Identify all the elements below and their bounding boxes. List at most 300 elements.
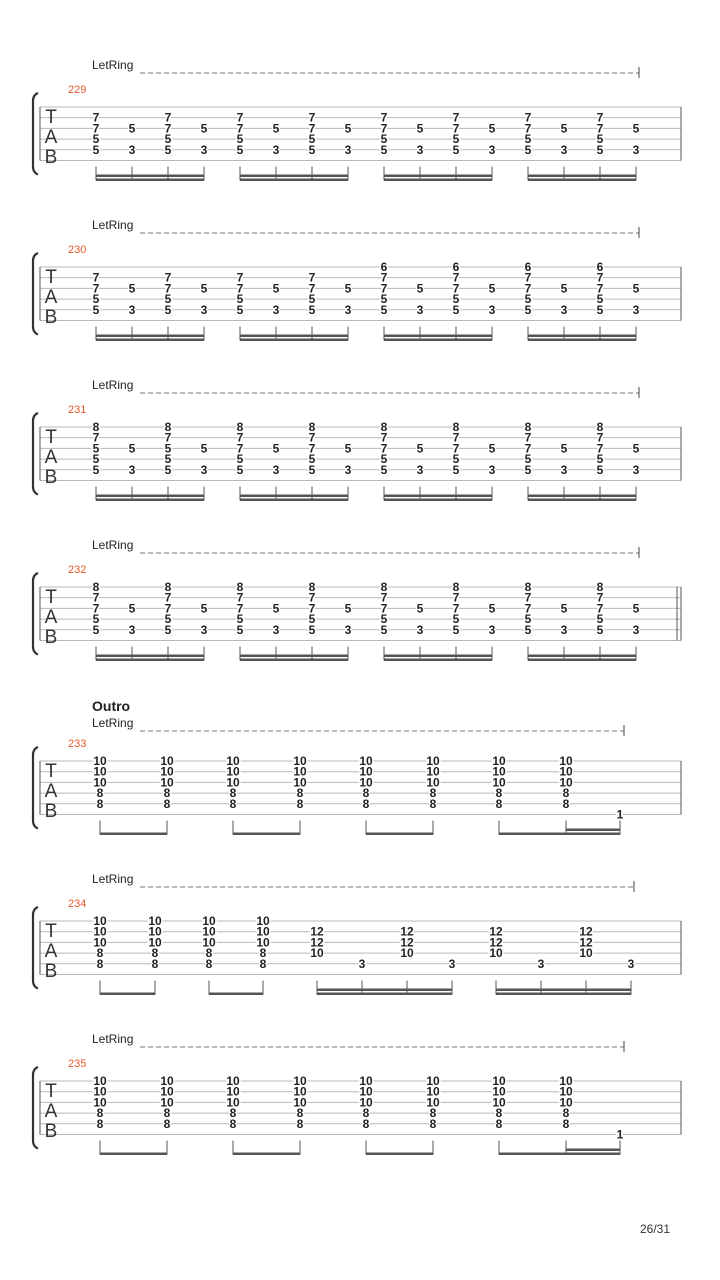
tab-clef-letter: B bbox=[44, 467, 58, 488]
beat bbox=[309, 271, 316, 317]
staff-system-231 bbox=[33, 378, 681, 501]
section-heading: Outro bbox=[92, 698, 131, 714]
beat bbox=[525, 580, 532, 637]
fret-number: 5 bbox=[92, 132, 100, 147]
note-beam bbox=[96, 655, 204, 658]
fret-number: 7 bbox=[380, 281, 388, 296]
fret-number: 5 bbox=[596, 452, 604, 467]
tab-clef-letter: T bbox=[45, 1081, 57, 1102]
beat bbox=[93, 111, 100, 157]
fret-number: 5 bbox=[164, 441, 172, 456]
fret-number: 5 bbox=[560, 441, 568, 456]
fret-number: 5 bbox=[308, 452, 316, 467]
beat bbox=[93, 580, 100, 637]
note-beam bbox=[96, 179, 204, 182]
fret-number: 7 bbox=[596, 590, 604, 605]
fret-number: 8 bbox=[429, 1106, 437, 1121]
measure-number: 235 bbox=[68, 1058, 87, 1070]
note-beam bbox=[209, 993, 263, 996]
fret-number: 8 bbox=[164, 580, 172, 594]
fret-number: 3 bbox=[200, 302, 208, 317]
beat bbox=[148, 914, 162, 971]
fret-number: 5 bbox=[128, 121, 136, 136]
beat bbox=[93, 420, 100, 477]
beat bbox=[525, 420, 532, 477]
fret-number: 8 bbox=[163, 1116, 171, 1131]
measure-number: 230 bbox=[68, 244, 87, 256]
beat bbox=[453, 260, 460, 317]
fret-number: 8 bbox=[296, 1106, 304, 1121]
staff-system-234 bbox=[33, 872, 681, 995]
beat bbox=[309, 111, 316, 157]
fret-number: 10 bbox=[256, 935, 270, 950]
fret-number: 8 bbox=[524, 420, 532, 434]
fret-number: 7 bbox=[164, 590, 172, 605]
fret-number: 3 bbox=[416, 462, 424, 477]
fret-number: 5 bbox=[560, 281, 568, 296]
fret-number: 8 bbox=[151, 956, 159, 971]
fret-number: 7 bbox=[452, 281, 460, 296]
fret-number: 8 bbox=[429, 1116, 437, 1131]
fret-number: 10 bbox=[492, 1074, 506, 1088]
fret-number: 5 bbox=[344, 281, 352, 296]
fret-number: 3 bbox=[488, 302, 496, 317]
fret-number: 7 bbox=[380, 441, 388, 456]
fret-number: 5 bbox=[344, 601, 352, 616]
fret-number: 3 bbox=[416, 142, 424, 157]
fret-number: 10 bbox=[93, 754, 107, 768]
measure-number: 233 bbox=[68, 738, 87, 750]
fret-number: 6 bbox=[596, 260, 604, 274]
fret-number: 5 bbox=[272, 121, 280, 136]
fret-number: 8 bbox=[596, 580, 604, 594]
beat bbox=[381, 260, 388, 317]
fret-number: 7 bbox=[452, 430, 460, 445]
fret-number: 5 bbox=[272, 601, 280, 616]
fret-number: 7 bbox=[524, 281, 532, 296]
fret-number: 3 bbox=[560, 302, 568, 317]
beat bbox=[449, 957, 456, 971]
tab-clef-letter: A bbox=[44, 287, 58, 308]
fret-number: 8 bbox=[163, 1106, 171, 1121]
fret-number: 8 bbox=[562, 786, 570, 801]
tab-clef-letter: B bbox=[44, 961, 58, 982]
tab-clef-letter: B bbox=[44, 147, 58, 168]
fret-number: 5 bbox=[236, 302, 244, 317]
fret-number: 8 bbox=[380, 420, 388, 434]
fret-number: 7 bbox=[92, 110, 100, 125]
fret-number: 5 bbox=[596, 462, 604, 477]
fret-number: 10 bbox=[148, 935, 162, 950]
fret-number: 10 bbox=[93, 914, 107, 928]
fret-number: 10 bbox=[226, 754, 240, 768]
fret-number: 10 bbox=[359, 754, 373, 768]
beat bbox=[492, 754, 506, 811]
note-beam bbox=[96, 659, 204, 662]
measure-number: 229 bbox=[68, 84, 87, 96]
fret-number: 7 bbox=[452, 110, 460, 125]
tab-clef-letter: A bbox=[44, 941, 58, 962]
beat bbox=[453, 420, 460, 477]
fret-number: 8 bbox=[562, 796, 570, 811]
fret-number: 8 bbox=[429, 796, 437, 811]
fret-number: 1 bbox=[616, 807, 624, 822]
note-beam bbox=[384, 495, 492, 498]
note-beam bbox=[499, 833, 620, 836]
note-beam bbox=[496, 989, 631, 992]
fret-number: 5 bbox=[524, 462, 532, 477]
fret-number: 5 bbox=[236, 132, 244, 147]
fret-number: 3 bbox=[416, 622, 424, 637]
fret-number: 8 bbox=[259, 956, 267, 971]
tab-clef-letter: T bbox=[45, 427, 57, 448]
fret-number: 5 bbox=[632, 441, 640, 456]
fret-number: 5 bbox=[452, 292, 460, 307]
fret-number: 5 bbox=[236, 462, 244, 477]
staff-system-232 bbox=[33, 538, 681, 661]
fret-number: 5 bbox=[272, 281, 280, 296]
fret-number: 5 bbox=[200, 441, 208, 456]
fret-number: 10 bbox=[160, 754, 174, 768]
tab-clef-letter: B bbox=[44, 1121, 58, 1142]
fret-number: 3 bbox=[344, 302, 352, 317]
fret-number: 10 bbox=[256, 914, 270, 928]
tab-clef-letter: B bbox=[44, 801, 58, 822]
fret-number: 7 bbox=[164, 270, 172, 285]
tab-clef-letter: T bbox=[45, 921, 57, 942]
beat bbox=[538, 957, 545, 971]
fret-number: 8 bbox=[296, 786, 304, 801]
beat bbox=[202, 914, 216, 971]
beat bbox=[237, 420, 244, 477]
fret-number: 5 bbox=[488, 441, 496, 456]
fret-number: 10 bbox=[426, 754, 440, 768]
fret-number: 3 bbox=[128, 622, 136, 637]
fret-number: 8 bbox=[205, 956, 213, 971]
note-beam bbox=[96, 335, 204, 338]
fret-number: 7 bbox=[308, 110, 316, 125]
fret-number: 5 bbox=[380, 132, 388, 147]
fret-number: 7 bbox=[92, 281, 100, 296]
fret-number: 5 bbox=[452, 622, 460, 637]
tab-clef-letter: A bbox=[44, 447, 58, 468]
fret-number: 5 bbox=[272, 441, 280, 456]
fret-number: 10 bbox=[202, 924, 216, 939]
note-beam bbox=[240, 499, 348, 502]
fret-number: 8 bbox=[96, 1116, 104, 1131]
tab-clef-letter: T bbox=[45, 267, 57, 288]
fret-number: 7 bbox=[380, 270, 388, 285]
fret-number: 7 bbox=[524, 110, 532, 125]
fret-number: 10 bbox=[93, 1074, 107, 1088]
beat bbox=[160, 1074, 174, 1131]
note-beam bbox=[496, 993, 631, 996]
beat bbox=[310, 925, 324, 960]
fret-number: 6 bbox=[452, 260, 460, 274]
fret-number: 5 bbox=[596, 622, 604, 637]
fret-number: 8 bbox=[205, 946, 213, 961]
note-beam bbox=[240, 175, 348, 178]
system-bracket bbox=[33, 413, 38, 495]
tab-clef-letter: T bbox=[45, 761, 57, 782]
beat bbox=[489, 925, 503, 960]
tab-clef-letter: T bbox=[45, 587, 57, 608]
fret-number: 10 bbox=[160, 1095, 174, 1110]
note-beam bbox=[528, 179, 636, 182]
fret-number: 10 bbox=[160, 1074, 174, 1088]
fret-number: 5 bbox=[200, 281, 208, 296]
let-ring-label: LetRing bbox=[92, 716, 134, 730]
fret-number: 7 bbox=[236, 430, 244, 445]
measure-number: 232 bbox=[68, 564, 87, 576]
beat bbox=[381, 420, 388, 477]
fret-number: 3 bbox=[358, 956, 366, 971]
tab-clef-letter: B bbox=[44, 627, 58, 648]
system-bracket bbox=[33, 1067, 38, 1149]
fret-number: 3 bbox=[632, 462, 640, 477]
fret-number: 10 bbox=[160, 775, 174, 790]
tab-clef-letter: A bbox=[44, 781, 58, 802]
fret-number: 3 bbox=[128, 462, 136, 477]
fret-number: 5 bbox=[416, 121, 424, 136]
fret-number: 12 bbox=[310, 935, 324, 950]
fret-number: 8 bbox=[524, 580, 532, 594]
fret-number: 8 bbox=[96, 1106, 104, 1121]
fret-number: 10 bbox=[93, 924, 107, 939]
tab-clef-letter: T bbox=[45, 107, 57, 128]
beat bbox=[453, 580, 460, 637]
fret-number: 5 bbox=[452, 452, 460, 467]
fret-number: 5 bbox=[416, 441, 424, 456]
fret-number: 10 bbox=[226, 775, 240, 790]
fret-number: 7 bbox=[380, 601, 388, 616]
note-beam bbox=[384, 335, 492, 338]
note-beam bbox=[384, 179, 492, 182]
system-bracket bbox=[33, 573, 38, 655]
fret-number: 7 bbox=[596, 601, 604, 616]
fret-number: 5 bbox=[236, 452, 244, 467]
beat bbox=[597, 111, 604, 157]
beat bbox=[93, 754, 107, 811]
beat bbox=[237, 580, 244, 637]
fret-number: 5 bbox=[596, 292, 604, 307]
note-beam bbox=[528, 655, 636, 658]
note-beam bbox=[240, 659, 348, 662]
beat bbox=[628, 957, 635, 971]
fret-number: 8 bbox=[259, 946, 267, 961]
note-beam bbox=[528, 339, 636, 342]
fret-number: 10 bbox=[489, 946, 503, 961]
fret-number: 5 bbox=[524, 302, 532, 317]
fret-number: 3 bbox=[632, 302, 640, 317]
fret-number: 5 bbox=[308, 622, 316, 637]
beat bbox=[226, 1074, 240, 1131]
beat bbox=[597, 580, 604, 637]
fret-number: 7 bbox=[236, 281, 244, 296]
note-beam bbox=[528, 175, 636, 178]
fret-number: 5 bbox=[92, 142, 100, 157]
fret-number: 7 bbox=[380, 430, 388, 445]
fret-number: 10 bbox=[492, 754, 506, 768]
note-beam bbox=[384, 175, 492, 178]
fret-number: 5 bbox=[164, 462, 172, 477]
fret-number: 3 bbox=[200, 622, 208, 637]
fret-number: 5 bbox=[632, 121, 640, 136]
staff-system-233 bbox=[33, 698, 681, 835]
fret-number: 8 bbox=[562, 1116, 570, 1131]
fret-number: 5 bbox=[308, 142, 316, 157]
note-beam bbox=[240, 335, 348, 338]
fret-number: 10 bbox=[226, 764, 240, 779]
fret-number: 7 bbox=[308, 601, 316, 616]
fret-number: 3 bbox=[200, 142, 208, 157]
fret-number: 5 bbox=[524, 292, 532, 307]
fret-number: 8 bbox=[96, 956, 104, 971]
fret-number: 10 bbox=[160, 764, 174, 779]
fret-number: 12 bbox=[579, 935, 593, 950]
beat bbox=[359, 957, 366, 971]
fret-number: 8 bbox=[452, 420, 460, 434]
fret-number: 5 bbox=[452, 132, 460, 147]
note-beam bbox=[96, 339, 204, 342]
fret-number: 7 bbox=[92, 270, 100, 285]
fret-number: 10 bbox=[359, 775, 373, 790]
fret-number: 5 bbox=[416, 601, 424, 616]
note-beam bbox=[366, 833, 433, 836]
note-beam bbox=[528, 659, 636, 662]
fret-number: 3 bbox=[344, 622, 352, 637]
fret-number: 10 bbox=[359, 764, 373, 779]
fret-number: 10 bbox=[492, 1095, 506, 1110]
note-beam bbox=[100, 833, 167, 836]
fret-number: 7 bbox=[596, 270, 604, 285]
fret-number: 10 bbox=[148, 924, 162, 939]
fret-number: 3 bbox=[488, 462, 496, 477]
fret-number: 10 bbox=[559, 1095, 573, 1110]
beat bbox=[165, 420, 172, 477]
beat bbox=[559, 754, 573, 811]
staff-system-230 bbox=[33, 218, 681, 341]
fret-number: 8 bbox=[495, 1116, 503, 1131]
fret-number: 7 bbox=[308, 270, 316, 285]
system-bracket bbox=[33, 93, 38, 175]
fret-number: 10 bbox=[293, 1084, 307, 1099]
measure-number: 231 bbox=[68, 404, 87, 416]
beat bbox=[165, 111, 172, 157]
fret-number: 3 bbox=[560, 622, 568, 637]
fret-number: 8 bbox=[495, 796, 503, 811]
fret-number: 8 bbox=[96, 786, 104, 801]
fret-number: 5 bbox=[92, 292, 100, 307]
fret-number: 3 bbox=[632, 622, 640, 637]
fret-number: 10 bbox=[293, 754, 307, 768]
beat bbox=[381, 580, 388, 637]
fret-number: 3 bbox=[128, 142, 136, 157]
fret-number: 10 bbox=[293, 1095, 307, 1110]
fret-number: 10 bbox=[148, 914, 162, 928]
fret-number: 12 bbox=[400, 935, 414, 950]
fret-number: 8 bbox=[96, 796, 104, 811]
fret-number: 3 bbox=[200, 462, 208, 477]
fret-number: 5 bbox=[488, 281, 496, 296]
fret-number: 1 bbox=[616, 1127, 624, 1142]
fret-number: 5 bbox=[164, 302, 172, 317]
page-number: 26/31 bbox=[640, 1222, 671, 1236]
fret-number: 8 bbox=[429, 786, 437, 801]
fret-number: 3 bbox=[560, 142, 568, 157]
beat bbox=[617, 808, 624, 822]
fret-number: 5 bbox=[380, 302, 388, 317]
fret-number: 5 bbox=[164, 612, 172, 627]
fret-number: 8 bbox=[92, 580, 100, 594]
fret-number: 10 bbox=[226, 1074, 240, 1088]
fret-number: 7 bbox=[92, 590, 100, 605]
fret-number: 5 bbox=[524, 132, 532, 147]
fret-number: 8 bbox=[163, 786, 171, 801]
fret-number: 3 bbox=[272, 622, 280, 637]
beat bbox=[93, 1074, 107, 1131]
fret-number: 10 bbox=[559, 754, 573, 768]
fret-number: 5 bbox=[200, 601, 208, 616]
beat bbox=[525, 260, 532, 317]
fret-number: 7 bbox=[380, 121, 388, 136]
fret-number: 7 bbox=[308, 430, 316, 445]
fret-number: 10 bbox=[93, 764, 107, 779]
note-beam bbox=[384, 499, 492, 502]
let-ring-label: LetRing bbox=[92, 218, 134, 232]
fret-number: 5 bbox=[164, 622, 172, 637]
fret-number: 5 bbox=[92, 612, 100, 627]
note-beam bbox=[384, 659, 492, 662]
system-bracket bbox=[33, 907, 38, 989]
note-beam bbox=[528, 499, 636, 502]
fret-number: 5 bbox=[596, 132, 604, 147]
fret-number: 7 bbox=[236, 110, 244, 125]
fret-number: 8 bbox=[92, 420, 100, 434]
note-beam bbox=[240, 179, 348, 182]
fret-number: 3 bbox=[272, 302, 280, 317]
fret-number: 7 bbox=[524, 590, 532, 605]
beat bbox=[293, 754, 307, 811]
beat bbox=[381, 111, 388, 157]
fret-number: 5 bbox=[380, 612, 388, 627]
beat bbox=[597, 260, 604, 317]
note-beam bbox=[317, 989, 452, 992]
fret-number: 10 bbox=[400, 946, 414, 961]
fret-number: 8 bbox=[380, 580, 388, 594]
fret-number: 10 bbox=[293, 1074, 307, 1088]
fret-number: 7 bbox=[308, 590, 316, 605]
fret-number: 8 bbox=[308, 420, 316, 434]
fret-number: 8 bbox=[236, 580, 244, 594]
fret-number: 5 bbox=[308, 612, 316, 627]
fret-number: 12 bbox=[400, 924, 414, 939]
fret-number: 5 bbox=[128, 601, 136, 616]
fret-number: 5 bbox=[164, 292, 172, 307]
let-ring-label: LetRing bbox=[92, 378, 134, 392]
fret-number: 8 bbox=[229, 1116, 237, 1131]
fret-number: 5 bbox=[488, 601, 496, 616]
fret-number: 10 bbox=[426, 764, 440, 779]
fret-number: 8 bbox=[96, 946, 104, 961]
fret-number: 7 bbox=[92, 430, 100, 445]
fret-number: 3 bbox=[537, 956, 545, 971]
beat bbox=[93, 914, 107, 971]
fret-number: 7 bbox=[524, 270, 532, 285]
fret-number: 5 bbox=[380, 292, 388, 307]
fret-number: 7 bbox=[308, 121, 316, 136]
fret-number: 5 bbox=[200, 121, 208, 136]
